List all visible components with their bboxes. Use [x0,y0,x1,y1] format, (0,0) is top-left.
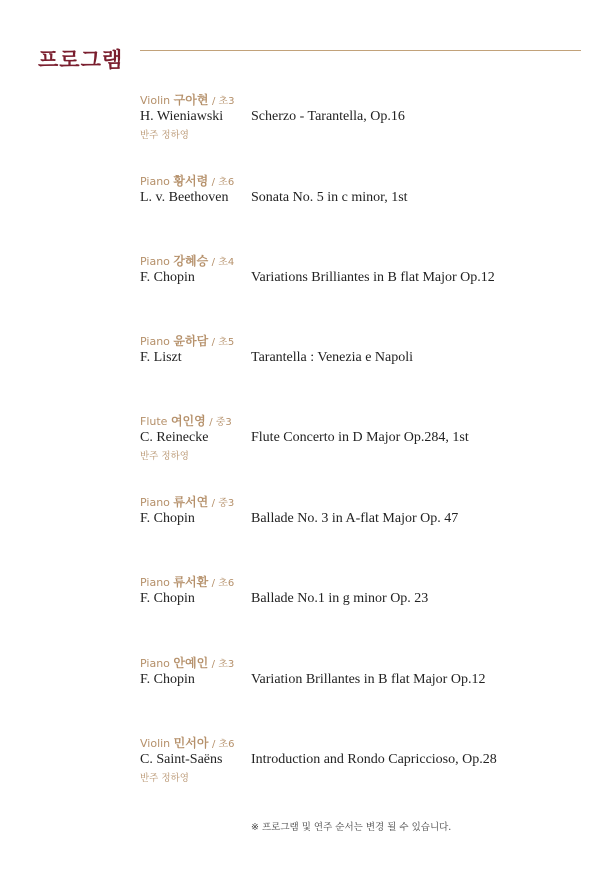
composer: F. Chopin [140,511,195,526]
performer-grade: / 중3 [211,498,235,509]
work-title: Tarantella : Venezia e Napoli [251,350,414,365]
work-title: Ballade No. 3 in A-flat Major Op. 47 [251,511,459,526]
instrument-label: Piano [140,496,170,509]
instrument-label: Piano [140,335,170,348]
piece-line [140,511,580,533]
performer-name: 민서아 [173,736,209,750]
piece-line [140,672,580,694]
instrument-label: Piano [140,255,170,268]
performer-line [140,734,580,750]
accompanist: 반주 정하영 [140,773,189,784]
program-entry [140,332,580,372]
composer: C. Reinecke [140,430,209,445]
composer: C. Saint-Saëns [140,752,223,767]
program-entry [140,172,580,212]
performer-name: 류서연 [173,495,209,509]
performer-grade: / 초6 [211,578,235,589]
composer: L. v. Beethoven [140,190,229,205]
performer-line [140,252,580,268]
piece-line [140,350,580,372]
performer-name: 강혜승 [173,254,209,268]
performer-grade: / 초4 [211,257,235,268]
composer: F. Chopin [140,591,195,606]
performer-grade: / 초3 [211,96,235,107]
piece-line [140,430,580,452]
program-entry [140,654,580,694]
performer-name: 윤하담 [173,334,209,348]
program-entry [140,573,580,613]
instrument-label: Flute [140,415,168,428]
composer: F. Liszt [140,350,182,365]
performer-grade: / 초5 [211,337,235,348]
performer-line [140,172,580,188]
header-divider [140,50,581,51]
performer-grade: / 초6 [211,177,235,188]
program-entry [140,91,580,141]
instrument-label: Violin [140,94,171,107]
performer-grade: / 초3 [211,659,235,670]
performer-line [140,412,580,428]
program-entry [140,493,580,533]
work-title: Scherzo - Tarantella, Op.16 [251,109,405,124]
composer: F. Chopin [140,672,195,687]
performer-name: 안예인 [173,656,209,670]
instrument-label: Piano [140,657,170,670]
work-title: Ballade No.1 in g minor Op. 23 [251,591,429,606]
piece-line [140,752,580,774]
work-title: Variations Brilliantes in B flat Major Op.12 [251,270,495,285]
program-entry [140,412,580,462]
performer-line [140,332,580,348]
performer-grade: / 중3 [209,417,232,428]
performer-grade: / 초6 [211,739,235,750]
piece-line [140,270,580,292]
program-entry [140,252,580,292]
piece-line [140,591,580,613]
performer-name: 여인영 [170,414,206,428]
work-title: Flute Concerto in D Major Op.284, 1st [251,430,469,445]
instrument-label: Piano [140,576,170,589]
work-title: Variation Brillantes in B flat Major Op.12 [251,672,486,687]
piece-line [140,190,580,212]
performer-name: 구아현 [173,93,209,107]
performer-line [140,654,580,670]
piece-line [140,109,580,131]
instrument-label: Violin [140,737,171,750]
performer-line [140,91,580,107]
work-title: Introduction and Rondo Capriccioso, Op.28 [251,752,497,767]
performer-name: 류서환 [173,575,209,589]
work-title: Sonata No. 5 in c minor, 1st [251,190,408,205]
performer-line [140,573,580,589]
performer-name: 황서령 [173,174,209,188]
composer: F. Chopin [140,270,195,285]
composer: H. Wieniawski [140,109,224,124]
accompanist: 반주 정하영 [140,130,189,141]
accompanist: 반주 정하영 [140,451,189,462]
instrument-label: Piano [140,175,170,188]
page-title: 프로그램 [38,48,124,72]
performer-line [140,493,580,509]
footnote: ※ 프로그램 및 연주 순서는 변경 될 수 있습니다. [251,822,452,833]
program-entry [140,734,580,784]
